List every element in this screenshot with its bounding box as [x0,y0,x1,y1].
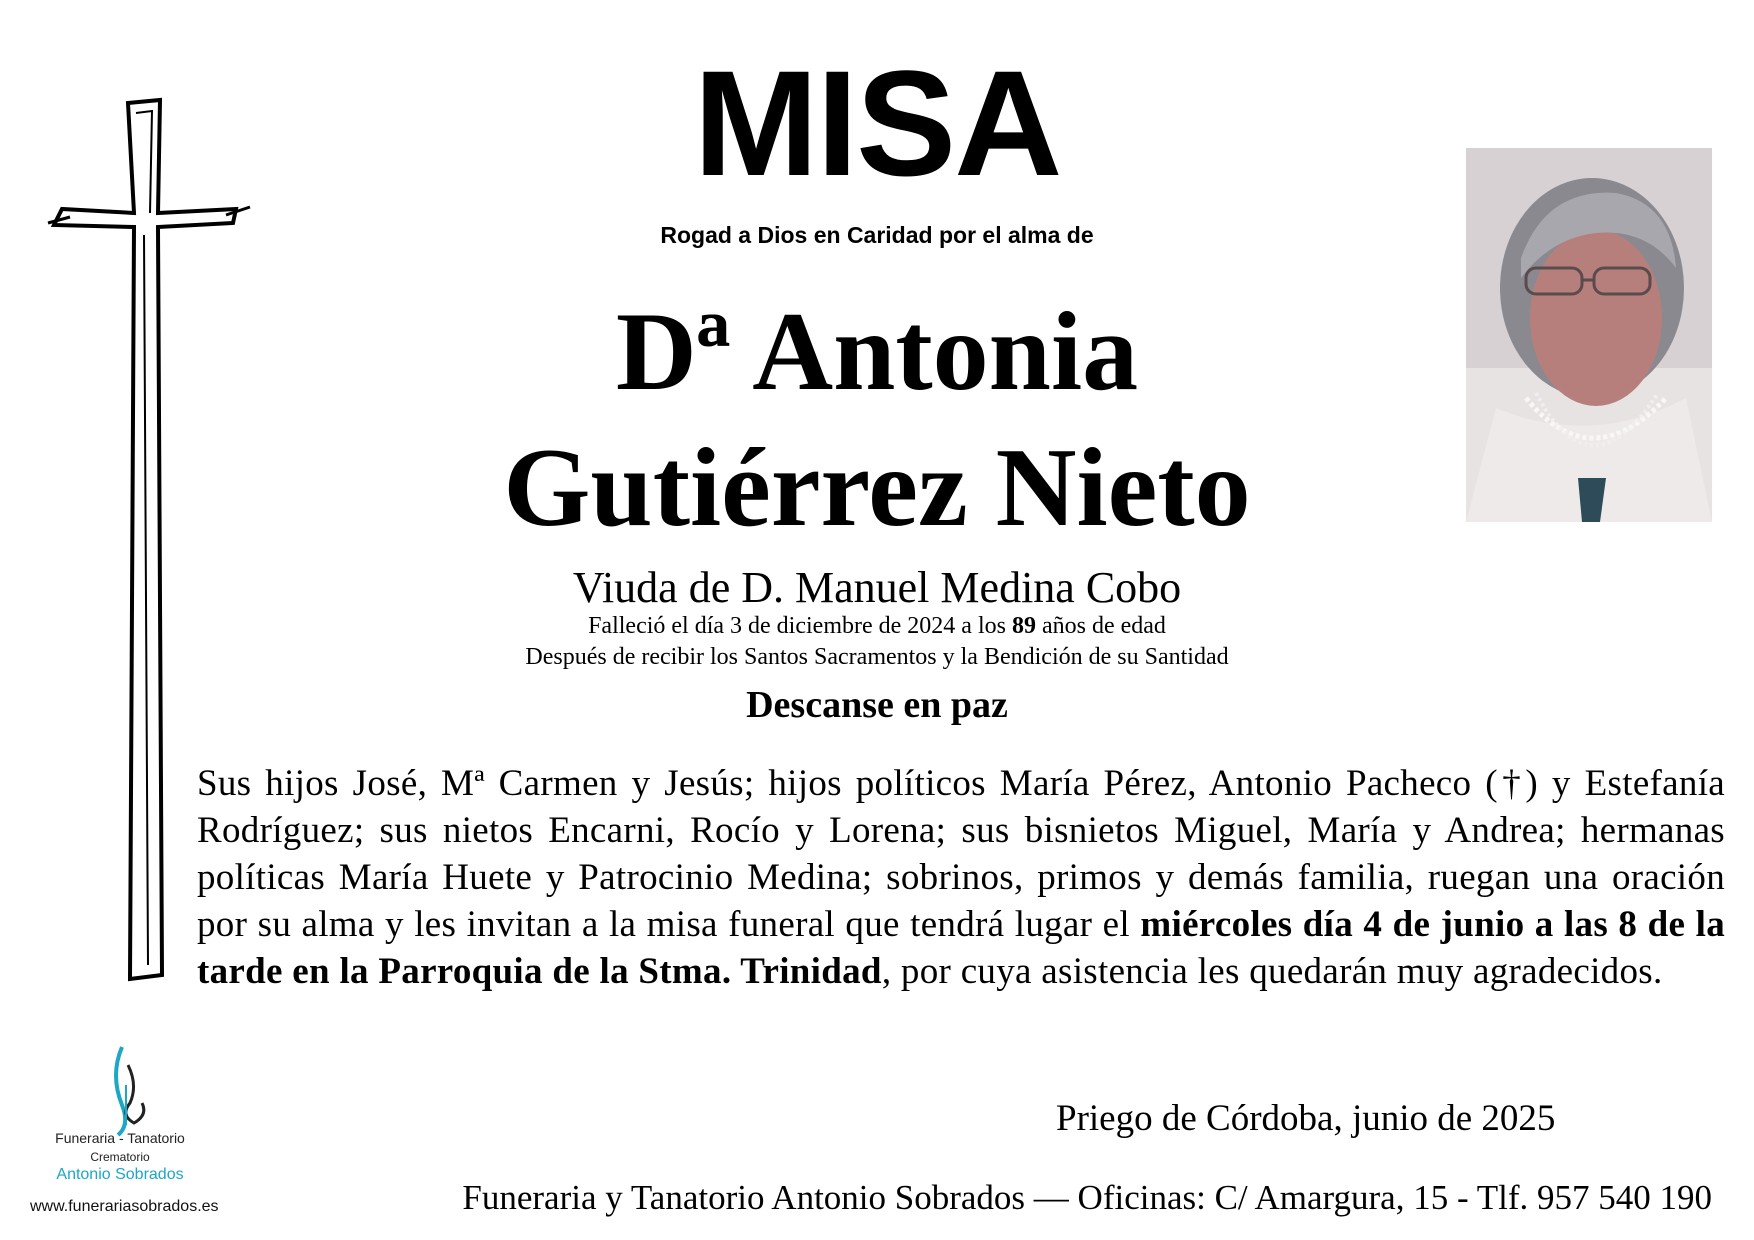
footer-contact: Funeraria y Tanatorio Antonio Sobrados — Oficinas: C/ Amargura, 15 - Tlf. 957 540 190 [462,1178,1712,1217]
heading-misa: MISA [693,39,1061,207]
logo-text-crematorio: Crematorio [90,1150,150,1164]
body-part1: Sus hijos José, Mª Carmen y Jesús; hijos políticos María Pérez, Antonio Pacheco (†) y Estefanía Rodríguez; sus nietos Encarni, Rocío y Lorena; sus bisnietos Miguel, María y Andrea; hermanas políticas María Huete y Patrocinio Medina; sobrinos, primos y demás familia, ruegan una oración por su alma y les invitan a la misa funeral que tendrá lugar el [197,763,1725,945]
death-prefix: Falleció el día 3 de diciembre de 2024 a los [588,613,1012,639]
sacraments-text: Después de recibir los Santos Sacramentos y la Bendición de su Santidad [525,644,1229,670]
deceased-name-line2: Gutiérrez Nieto [503,426,1251,550]
subheading: Rogad a Dios en Caridad por el alma de [660,222,1094,248]
rest-in-peace: Descanse en paz [746,684,1008,726]
logo-text-brand: Antonio Sobrados [56,1166,184,1183]
body-part2: , por cuya asistencia les quedarán muy agradecidos. [881,951,1663,992]
portrait-photo [1466,148,1712,522]
place-date: Priego de Córdoba, junio de 2025 [1056,1098,1556,1139]
death-age: 89 [1011,613,1036,639]
body-paragraph [197,760,1725,995]
death-suffix: años de edad [1035,613,1166,639]
widow-of-text: Viuda de D. Manuel Medina Cobo [572,563,1182,612]
website-link[interactable]: www.funerariasobrados.es [30,1198,219,1215]
deceased-name-line1: Dª Antonia [615,290,1139,414]
death-details [0,614,1754,638]
logo-text-funeraria: Funeraria - Tanatorio [55,1130,185,1146]
body-bold-event: miércoles día 4 de junio a las 8 de la tarde en la Parroquia de la Stma. Trinidad [197,904,1725,992]
